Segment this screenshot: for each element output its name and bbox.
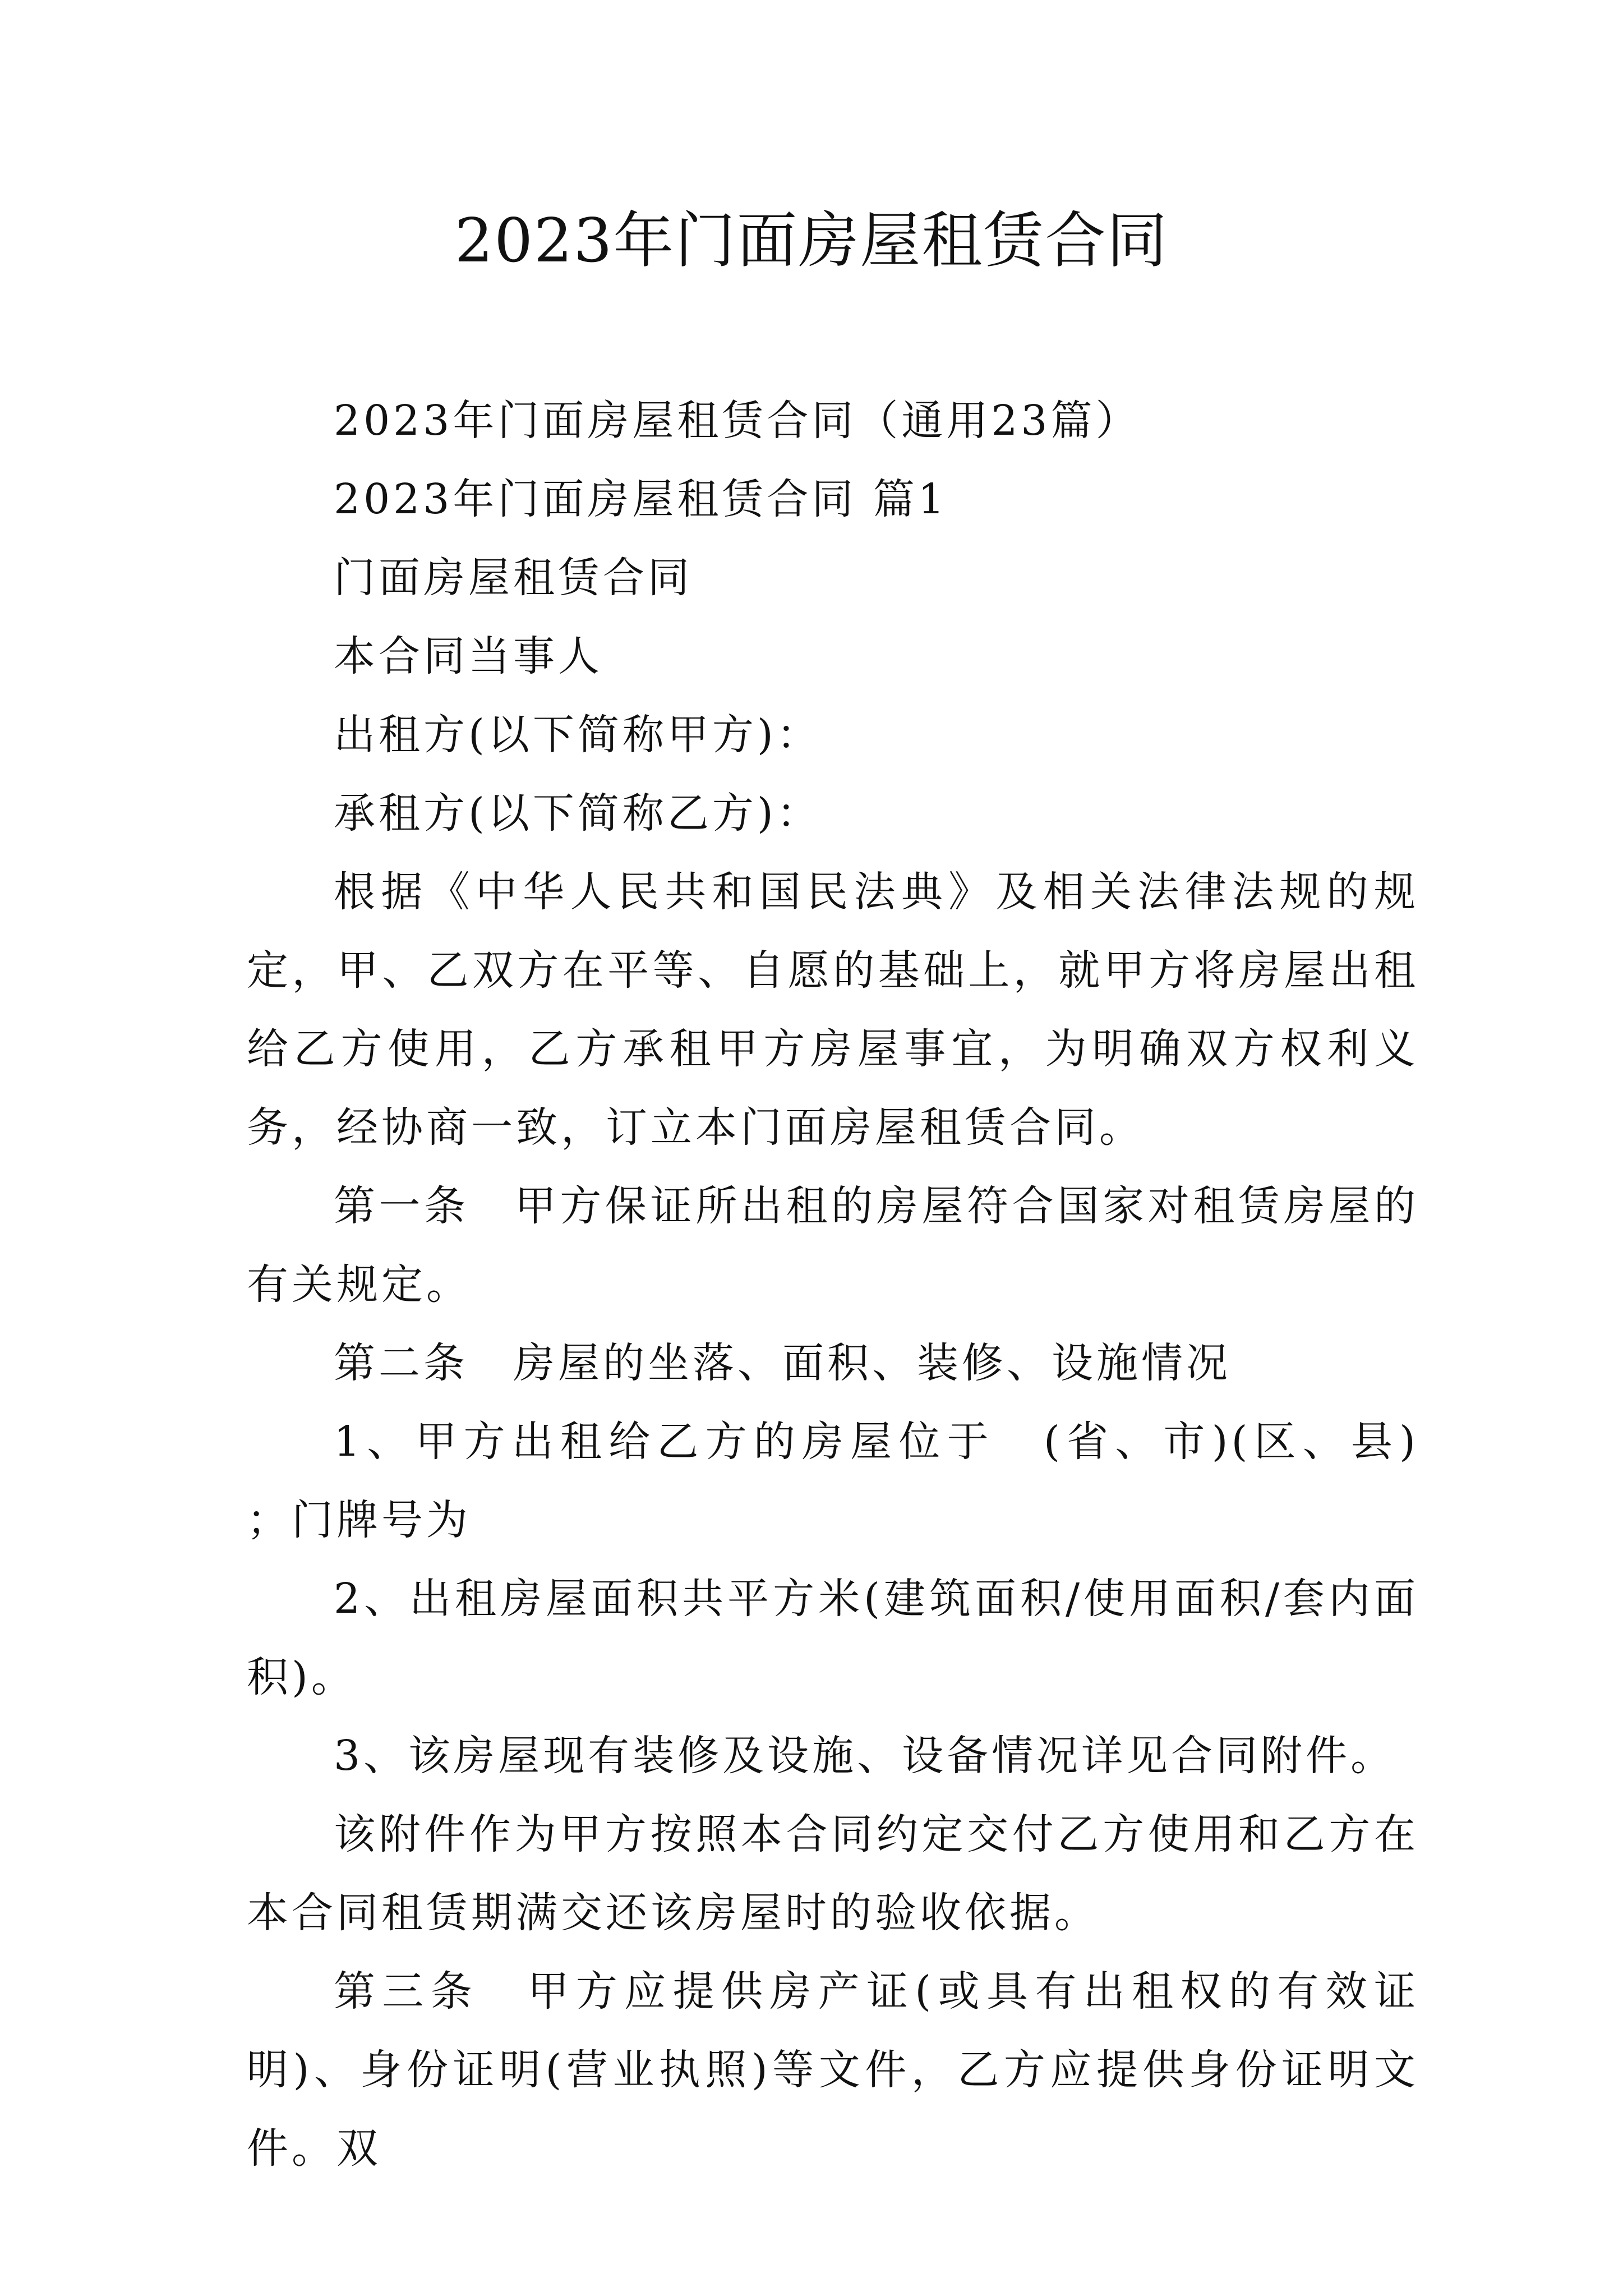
paragraph-article-3: 第三条 甲方应提供房产证(或具有出租权的有效证明)、身份证明(营业执照)等文件，乙方应提供身份证明文件。双 [247, 1967, 1419, 2173]
paragraph-item-3: 3、该房屋现有装修及设施、设备情况详见合同附件。 [334, 1732, 1396, 1780]
document-body [247, 381, 1464, 2188]
paragraph-attachment-note: 该附件作为甲方按照本合同约定交付乙方使用和乙方在本合同租赁期满交还该房屋时的验收依据。 [247, 1810, 1419, 1937]
paragraph-subtitle: 2023年门面房屋租赁合同（通用23篇） [334, 397, 1141, 445]
paragraph-article-1: 第一条 甲方保证所出租的房屋符合国家对租赁房屋的有关规定。 [247, 1182, 1419, 1309]
document-title: 2023年门面房屋租赁合同 [454, 206, 1169, 276]
paragraph-preamble: 根据《中华人民共和国民法典》及相关法律法规的规定，甲、乙双方在平等、自愿的基础上，就甲方将房屋出租给乙方使用，乙方承租甲方房屋事宜，为明确双方权利义务，经协商一致，订立本门面房屋租赁合同。 [247, 868, 1419, 1152]
paragraph-item-1: 1、甲方出租给乙方的房屋位于 (省、市)(区、县) ；门牌号为 [247, 1418, 1464, 1544]
paragraph-section-heading: 2023年门面房屋租赁合同 篇1 [334, 475, 948, 523]
paragraph-lessee: 承租方(以下简称乙方)： [334, 789, 822, 838]
paragraph-parties-heading: 本合同当事人 [334, 632, 603, 680]
paragraph-article-2: 第二条 房屋的坐落、面积、装修、设施情况 [334, 1339, 1231, 1387]
paragraph-lessor: 出租方(以下简称甲方)： [334, 711, 822, 759]
paragraph-item-2: 2、出租房屋面积共平方米(建筑面积/使用面积/套内面积)。 [247, 1575, 1419, 1701]
paragraph-contract-name: 门面房屋租赁合同 [334, 554, 693, 602]
